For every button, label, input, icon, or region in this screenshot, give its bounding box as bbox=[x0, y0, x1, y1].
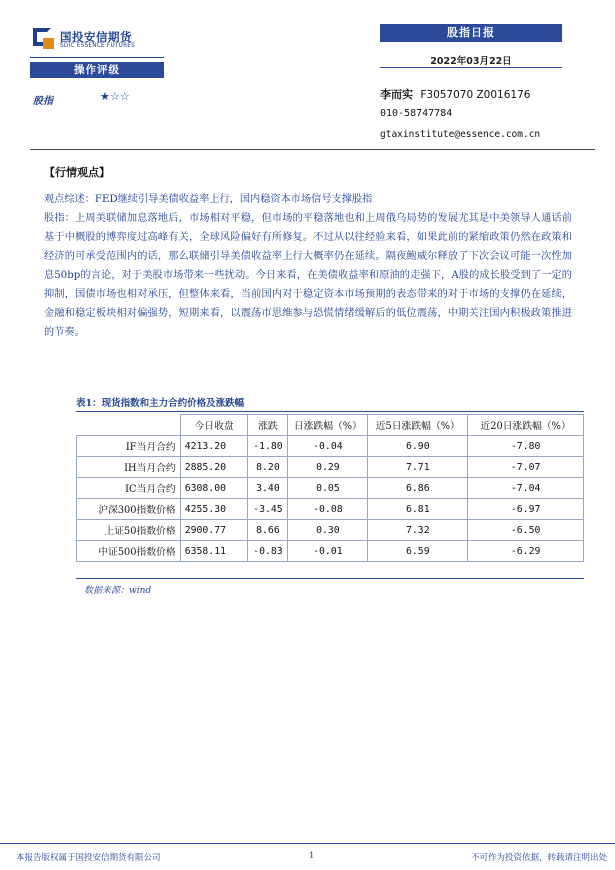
table-cell: 2885.20 bbox=[180, 457, 248, 478]
table-cell: 0.29 bbox=[288, 457, 368, 478]
header-divider-left bbox=[30, 57, 164, 58]
rating-banner: 操作评级 bbox=[30, 62, 164, 78]
logo-en-text: SDIC ESSENCE FUTURES bbox=[60, 43, 136, 49]
table-cell: IF当月合约 bbox=[77, 436, 181, 457]
table-cell: -6.50 bbox=[468, 520, 584, 541]
analyst-email[interactable]: gtaxinstitute@essence.com.cn bbox=[380, 129, 541, 140]
footer-disclaimer: 不可作为投资依据，转载请注明出处 bbox=[470, 853, 607, 863]
table-cell: 6.86 bbox=[368, 478, 468, 499]
price-table-wrapper bbox=[76, 414, 584, 562]
table-cell: -7.04 bbox=[468, 478, 584, 499]
header-divider-right bbox=[380, 67, 562, 68]
report-type-banner: 股指日报 bbox=[380, 24, 562, 42]
table-cell: IH当月合约 bbox=[77, 457, 181, 478]
table-title-divider bbox=[76, 411, 584, 412]
table-header-row bbox=[77, 415, 584, 436]
table-cell: 6.59 bbox=[368, 541, 468, 562]
table-header-cell: 涨跌 bbox=[248, 415, 288, 436]
logo-cn-text: 国投安信期货 bbox=[60, 30, 132, 44]
star-full-icon: ★ bbox=[100, 90, 110, 103]
table-cell: -3.45 bbox=[248, 499, 288, 520]
table-cell: 沪深300指数价格 bbox=[77, 499, 181, 520]
table-cell: 6.90 bbox=[368, 436, 468, 457]
table-cell: 6308.00 bbox=[180, 478, 248, 499]
table-cell: -7.80 bbox=[468, 436, 584, 457]
footer-divider bbox=[0, 843, 615, 844]
rating-label: 股指 bbox=[33, 96, 53, 107]
analyst-ids: F3057070 Z0016176 bbox=[420, 89, 531, 101]
table-cell: -0.08 bbox=[288, 499, 368, 520]
analyst-info bbox=[380, 86, 530, 102]
analyst-name: 李而实 bbox=[380, 88, 413, 101]
table-header-cell: 日涨跌幅（%） bbox=[288, 415, 368, 436]
rating-stars bbox=[100, 90, 130, 103]
report-date: 2022年03月22日 bbox=[430, 56, 512, 67]
table-cell: -0.04 bbox=[288, 436, 368, 457]
table-cell: -0.01 bbox=[288, 541, 368, 562]
table-cell: 6358.11 bbox=[180, 541, 248, 562]
table-cell: 7.71 bbox=[368, 457, 468, 478]
table-cell: 上证50指数价格 bbox=[77, 520, 181, 541]
data-source: 数据来源：wind bbox=[84, 586, 152, 596]
price-table bbox=[76, 414, 584, 562]
table-cell: 3.40 bbox=[248, 478, 288, 499]
table-cell: -0.83 bbox=[248, 541, 288, 562]
table-row bbox=[77, 541, 584, 562]
section-body bbox=[44, 190, 572, 342]
table-header-cell: 近20日涨跌幅（%） bbox=[468, 415, 584, 436]
table-bottom-divider bbox=[76, 578, 584, 579]
table-cell: -1.80 bbox=[248, 436, 288, 457]
analyst-phone: 010-58747784 bbox=[380, 108, 453, 119]
table-cell: -6.29 bbox=[468, 541, 584, 562]
table-cell: 2900.77 bbox=[180, 520, 248, 541]
table-cell: 8.66 bbox=[248, 520, 288, 541]
body-paragraph: 股指：上周美联储加息落地后，市场相对平稳，但市场的平稳落地也和上周俄乌局势的发展尤其是中美领导人通话前基于中概股的博弈度过高峰有关，全球风险偏好有所修复。不过从以往经验来看，如果此前的紧缩政策仍然在政策和经济的可承受范围内的话，那么联储引导美债收益率上行大概率仍在延续。隔夜鲍威尔释放了下次会议可能一次性加息50bp的言论，对于美股市场带来一些扰动。今日来看，在美债收益率和原油的走强下，A股的成长股受到了一定的抑制，国债市场也相对承压，但整体来看，当前国内对于稳定资本市场预期的表态带来的对于市场的支撑仍在延续，金融和稳定板块相对偏强势，短期来看，以震荡市思维参与恐慌情绪缓解后的低位震荡，中期关注国内积极政策推进的节奏。 bbox=[44, 213, 572, 338]
table-cell: -6.97 bbox=[468, 499, 584, 520]
table-row bbox=[77, 478, 584, 499]
table-header-cell: 今日收盘 bbox=[180, 415, 248, 436]
company-logo bbox=[33, 28, 153, 54]
star-empty-icon: ☆☆ bbox=[109, 90, 130, 103]
table-row bbox=[77, 457, 584, 478]
footer-copyright: 本报告版权属于国投安信期货有限公司 bbox=[16, 853, 161, 863]
table-row bbox=[77, 520, 584, 541]
table-header-cell: 近5日涨跌幅（%） bbox=[368, 415, 468, 436]
table-cell: 4213.20 bbox=[180, 436, 248, 457]
table-cell: IC当月合约 bbox=[77, 478, 181, 499]
table-cell: 7.32 bbox=[368, 520, 468, 541]
table-cell: -7.07 bbox=[468, 457, 584, 478]
section-divider bbox=[30, 149, 595, 150]
summary-paragraph: 观点综述：FED继续引导美债收益率上行，国内稳资本市场信号支撑股指 bbox=[44, 194, 373, 205]
section-title: 【行情观点】 bbox=[44, 166, 110, 179]
table-cell: 中证500指数价格 bbox=[77, 541, 181, 562]
page-number: 1 bbox=[309, 851, 315, 861]
table-cell: 6.81 bbox=[368, 499, 468, 520]
table-cell: 4255.30 bbox=[180, 499, 248, 520]
table-title: 表1：现货指数和主力合约价格及涨跌幅 bbox=[76, 398, 245, 409]
table-row bbox=[77, 499, 584, 520]
table-header-cell bbox=[77, 415, 181, 436]
table-cell: 8.20 bbox=[248, 457, 288, 478]
logo-mark-icon bbox=[33, 28, 55, 50]
table-cell: 0.05 bbox=[288, 478, 368, 499]
table-row bbox=[77, 436, 584, 457]
table-cell: 0.30 bbox=[288, 520, 368, 541]
